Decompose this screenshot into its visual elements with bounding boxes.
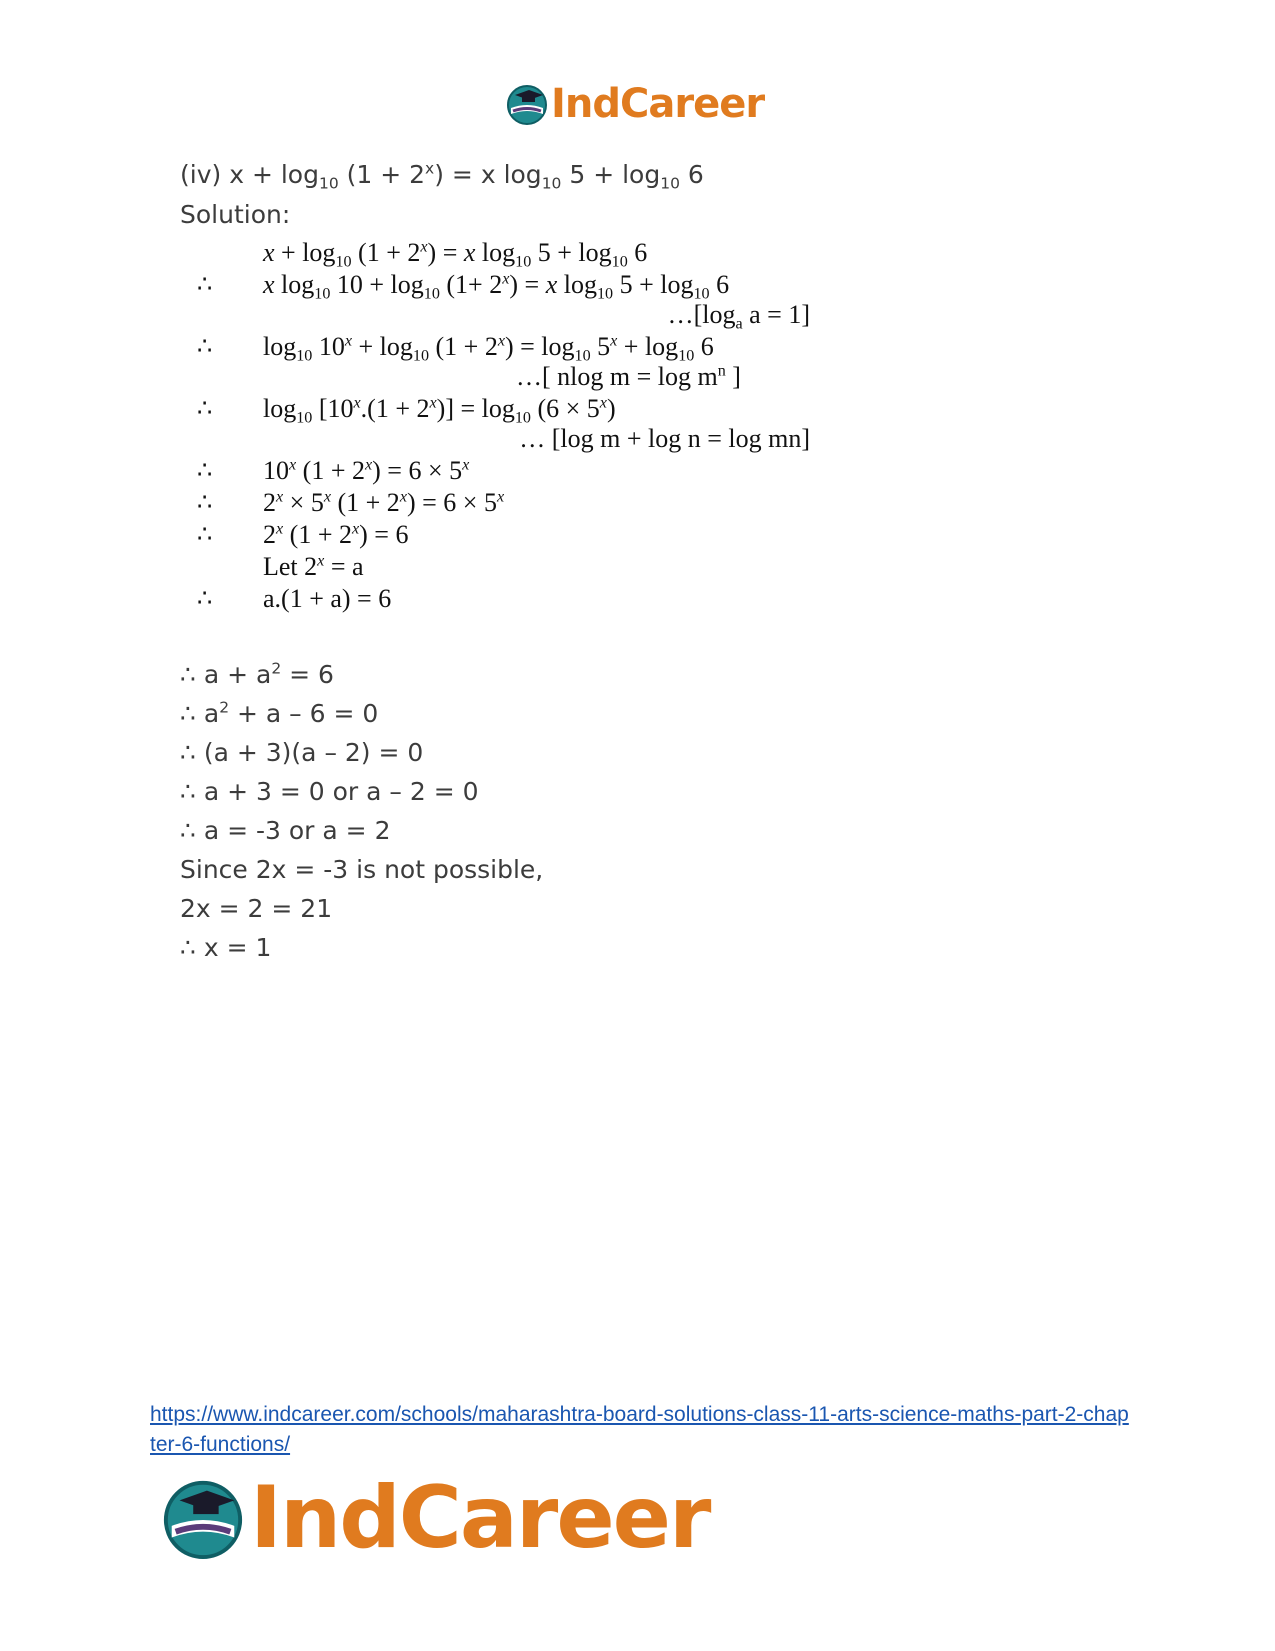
graduation-cap-book-globe-icon — [505, 82, 549, 126]
therefore-symbol: ∴ — [197, 272, 213, 298]
text-line: ∴ (a + 3)(a – 2) = 0 — [180, 738, 424, 767]
solution-label: Solution: — [180, 200, 291, 229]
text-line: Since 2x = -3 is not possible, — [180, 855, 544, 884]
question-label: (iv) — [180, 160, 222, 189]
footer-link[interactable]: https://www.indcareer.com/schools/maharashtra-board-solutions-class-11-arts-science-maths-part-2-chapter-6-functions/ — [150, 1403, 1129, 1456]
text-line: ∴ a + 3 = 0 or a – 2 = 0 — [180, 777, 479, 806]
text-line: ∴ a = -3 or a = 2 — [180, 816, 391, 845]
footer-logo — [160, 1468, 710, 1568]
text-line: 2x = 2 = 21 — [180, 894, 333, 923]
header-logo — [505, 78, 764, 130]
text-line: ∴ $a + a^2 = 6$ — [180, 659, 334, 689]
header-logo-text: IndCareer — [551, 81, 765, 127]
text-line: ∴ x = 1 — [180, 933, 272, 962]
question-line: (iv) $x + \log_{10} (1 + 2^x) = x$ $\log_{10} 5 + \log_{10} 6$ — [180, 159, 704, 193]
graduation-cap-book-globe-icon — [160, 1475, 246, 1561]
footer-logo-text: IndCareer — [250, 1468, 710, 1568]
text-line: ∴ $a^2 + a - 6 = 0$ — [180, 698, 379, 728]
solution-lines — [180, 655, 543, 967]
step-reason: …[ nlog $m = \log m^n$ ] — [516, 362, 741, 391]
